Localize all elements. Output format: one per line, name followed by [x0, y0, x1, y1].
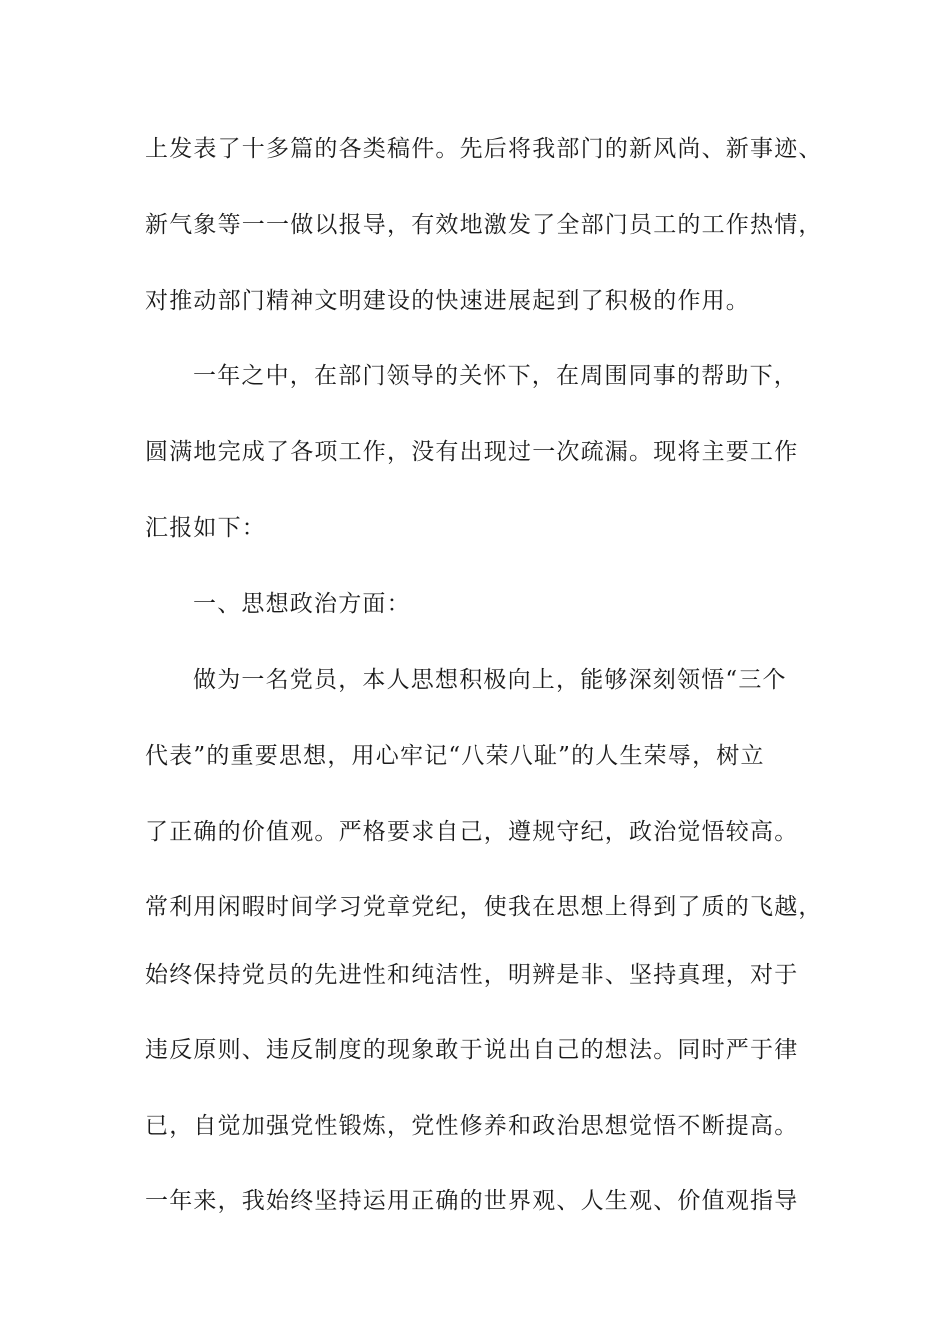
- text-line: 汇报如下：: [145, 515, 266, 541]
- text-line: 常利用闲暇时间学习党章党纪，使我在思想上得到了质的飞越，: [145, 894, 823, 920]
- text-line: 对推动部门精神文明建设的快速进展起到了积极的作用。: [145, 288, 750, 314]
- text-line: 始终保持党员的先进性和纯洁性，明辨是非、坚持真理，对于: [145, 962, 799, 988]
- text-line: 上发表了十多篇的各类稿件。先后将我部门的新风尚、新事迹、: [145, 136, 823, 162]
- section-heading: 一、思想政治方面：: [193, 591, 411, 617]
- text-line: 一年来，我始终坚持运用正确的世界观、人生观、价值观指导: [145, 1188, 799, 1214]
- text-line: 违反原则、违反制度的现象敢于说出自己的想法。同时严于律: [145, 1037, 799, 1063]
- text-line: 新气象等一一做以报导，有效地激发了全部门员工的工作热情，: [145, 212, 823, 238]
- text-line: 已，自觉加强党性锻炼，党性修养和政治思想觉悟不断提高。: [145, 1113, 799, 1139]
- text-line: 代表”的重要思想，用心牢记“八荣八耻”的人生荣辱，树立: [145, 743, 765, 769]
- text-line: 了正确的价值观。严格要求自己，遵规守纪，政治觉悟较高。: [145, 819, 799, 845]
- text-line: 圆满地完成了各项工作，没有出现过一次疏漏。现将主要工作: [145, 439, 799, 465]
- paragraph-first-line: 一年之中，在部门领导的关怀下，在周围同事的帮助下，: [193, 363, 798, 389]
- paragraph-first-line: 做为一名党员，本人思想积极向上，能够深刻领悟“三个: [193, 667, 787, 693]
